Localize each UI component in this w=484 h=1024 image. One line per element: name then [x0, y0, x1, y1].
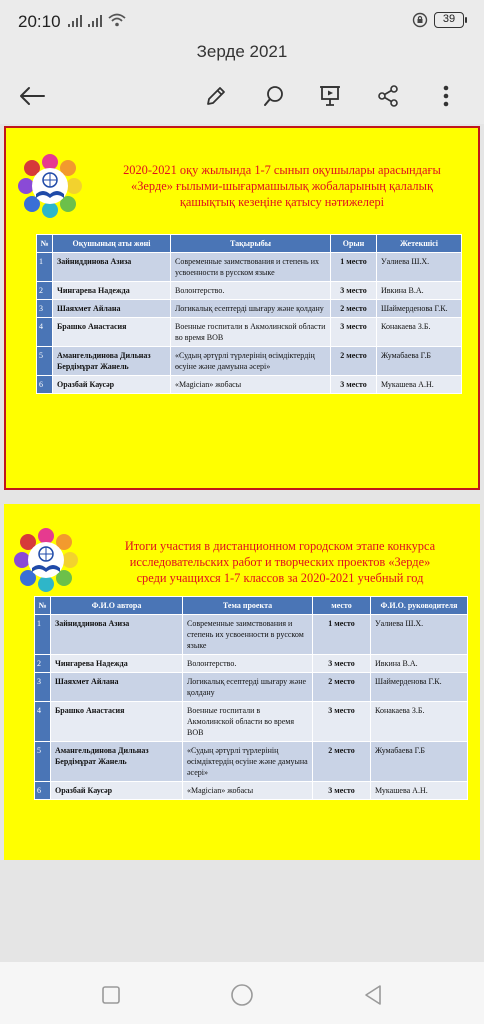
- square-icon: [101, 985, 121, 1005]
- row-number: 4: [35, 702, 51, 742]
- supervisor-name: Жумабаева Г.Б: [377, 347, 462, 376]
- more-vertical-icon: [442, 84, 450, 108]
- row-number: 5: [37, 347, 53, 376]
- supervisor-name: Конакаева З.Б.: [371, 702, 468, 742]
- table-row: [35, 782, 468, 800]
- project-topic: «Судың әртүрлі түрлерінің өсімдіктердің өсуіне және дамуына әсері»: [171, 347, 331, 376]
- project-topic: «Magicіаn» жобасы: [171, 376, 331, 394]
- row-number: 5: [35, 742, 51, 782]
- supervisor-name: Уалиева Ш.Х.: [377, 253, 462, 282]
- student-name: Шаяхмет Айлана: [53, 300, 171, 318]
- project-topic: Военные госпитали в Акмолинской области во время ВОВ: [171, 318, 331, 347]
- document-view[interactable]: [0, 124, 484, 962]
- place-result: 3 место: [331, 318, 377, 347]
- toolbar: [0, 76, 484, 116]
- row-number: 2: [37, 282, 53, 300]
- supervisor-name: Шаймерденова Г.К.: [371, 673, 468, 702]
- table-row: [35, 615, 468, 655]
- project-topic: Волонтерство.: [171, 282, 331, 300]
- supervisor-name: Шаймерденова Г.К.: [377, 300, 462, 318]
- table-header-row: [37, 235, 462, 253]
- search-button[interactable]: [254, 76, 294, 116]
- col-header: Тема проекта: [183, 597, 313, 615]
- nav-back-button[interactable]: [358, 980, 388, 1010]
- supervisor-name: Ивкина В.А.: [371, 655, 468, 673]
- row-number: 1: [35, 615, 51, 655]
- project-topic: Логикалық есептерді шығару және қолдану: [183, 673, 313, 702]
- title-line: исследовательских работ и творческих проектов «Зерде»: [129, 555, 431, 569]
- back-button[interactable]: [12, 76, 52, 116]
- zerde-logo-icon: [14, 528, 78, 592]
- project-topic: Современные заимствования и степень их усвоенности в русском языке: [183, 615, 313, 655]
- project-topic: Волонтерство.: [183, 655, 313, 673]
- slide-2: [4, 504, 480, 860]
- row-number: 4: [37, 318, 53, 347]
- wifi-icon: [108, 13, 126, 27]
- slide-1: [4, 126, 480, 490]
- project-topic: Современные заимствования и степень их усвоенности в русском языке: [171, 253, 331, 282]
- student-name: Чингарева Надежда: [51, 655, 183, 673]
- row-number: 1: [37, 253, 53, 282]
- share-icon: [376, 84, 400, 108]
- table-row: [35, 702, 468, 742]
- results-table-kz: [36, 234, 462, 394]
- row-number: 3: [37, 300, 53, 318]
- table-row: [35, 655, 468, 673]
- student-name: Зайниддинова Азиза: [51, 615, 183, 655]
- supervisor-name: Ивкина В.А.: [377, 282, 462, 300]
- share-button[interactable]: [368, 76, 408, 116]
- supervisor-name: Конакаева З.Б.: [377, 318, 462, 347]
- student-name: Шаяхмет Айлана: [51, 673, 183, 702]
- row-number: 2: [35, 655, 51, 673]
- place-result: 3 место: [313, 782, 371, 800]
- more-button[interactable]: [426, 76, 466, 116]
- row-number: 6: [37, 376, 53, 394]
- place-result: 2 место: [313, 673, 371, 702]
- project-topic: «Magicіаn» жобасы: [183, 782, 313, 800]
- place-result: 2 место: [331, 347, 377, 376]
- col-header: Жетекшісі: [377, 235, 462, 253]
- table-row: [37, 300, 462, 318]
- triangle-icon: [363, 984, 383, 1006]
- home-button[interactable]: [227, 980, 257, 1010]
- place-result: 2 место: [313, 742, 371, 782]
- col-header: Ф.И.О. руководителя: [371, 597, 468, 615]
- title-line: 2020-2021 оқу жылында 1-7 сынып оқушылары арасындағы: [123, 163, 441, 177]
- presentation-icon: [318, 84, 342, 108]
- search-icon: [262, 84, 286, 108]
- place-result: 2 место: [331, 300, 377, 318]
- slide-1-title: [86, 162, 478, 210]
- supervisor-name: Мукашева А.Н.: [377, 376, 462, 394]
- zerde-logo-icon: [18, 154, 82, 218]
- battery-icon: 39: [434, 12, 464, 28]
- title-line: Итоги участия в дистанционном городском этапе конкурса: [124, 539, 436, 553]
- student-name: Амангельдинова Дильназ Бердімұрат Жанель: [53, 347, 171, 376]
- col-header: №: [35, 597, 51, 615]
- student-name: Брашко Анастасия: [51, 702, 183, 742]
- place-result: 3 место: [313, 702, 371, 742]
- signal-icons: [68, 13, 126, 27]
- present-button[interactable]: [310, 76, 350, 116]
- circle-icon: [230, 983, 254, 1007]
- table-header-row: [35, 597, 468, 615]
- signal-icon: [68, 13, 84, 27]
- table-row: [37, 253, 462, 282]
- arrow-left-icon: [18, 86, 46, 106]
- place-result: 1 место: [331, 253, 377, 282]
- status-bar: [0, 0, 484, 40]
- recent-apps-button[interactable]: [96, 980, 126, 1010]
- table-row: [35, 673, 468, 702]
- student-name: Зайниддинова Азиза: [53, 253, 171, 282]
- place-result: 3 место: [331, 376, 377, 394]
- table-row: [35, 742, 468, 782]
- document-title: Зерде 2021: [196, 42, 288, 61]
- signal-icon-2: [88, 13, 104, 27]
- pencil-icon: [204, 84, 228, 108]
- student-name: Оразбай Каусәр: [53, 376, 171, 394]
- row-number: 6: [35, 782, 51, 800]
- place-result: 3 место: [313, 655, 371, 673]
- table-row: [37, 282, 462, 300]
- place-result: 1 место: [313, 615, 371, 655]
- col-header: Орын: [331, 235, 377, 253]
- title-line: среди учащихся 1-7 классов за 2020-2021 учебный год: [136, 571, 424, 585]
- system-nav-bar: [0, 962, 484, 1024]
- table-row: [37, 318, 462, 347]
- table-row: [37, 376, 462, 394]
- table-row: [37, 347, 462, 376]
- title-line: «Зерде» ғылыми-шығармашылық жобаларының қалалық: [131, 179, 433, 193]
- col-header: Тақырыбы: [171, 235, 331, 253]
- project-topic: «Судың әртүрлі түрлерінің өсімдіктердің өсуіне және дамуына әсері»: [183, 742, 313, 782]
- results-table-ru: [34, 596, 468, 800]
- col-header: Оқушының аты жөні: [53, 235, 171, 253]
- rotation-lock-icon: [412, 12, 428, 28]
- student-name: Чингарева Надежда: [53, 282, 171, 300]
- supervisor-name: Уалиева Ш.Х.: [371, 615, 468, 655]
- edit-button[interactable]: [196, 76, 236, 116]
- student-name: Брашко Анастасия: [53, 318, 171, 347]
- project-topic: Логикалық есептерді шығару және қолдану: [171, 300, 331, 318]
- place-result: 3 место: [331, 282, 377, 300]
- col-header: Ф.И.О автора: [51, 597, 183, 615]
- title-line: қашықтық кезеңіне қатысу нәтижелері: [179, 195, 385, 209]
- student-name: Оразбай Каусәр: [51, 782, 183, 800]
- student-name: Амангельдинова Дильназ Бердімұрат Жанель: [51, 742, 183, 782]
- supervisor-name: Жумабаева Г.Б: [371, 742, 468, 782]
- col-header: место: [313, 597, 371, 615]
- status-time: 20:10: [18, 12, 61, 31]
- col-header: №: [37, 235, 53, 253]
- supervisor-name: Мукашева А.Н.: [371, 782, 468, 800]
- project-topic: Военные госпитали в Акмолинской области во время ВОВ: [183, 702, 313, 742]
- slide-2-title: [84, 538, 476, 586]
- row-number: 3: [35, 673, 51, 702]
- status-right: [412, 12, 464, 28]
